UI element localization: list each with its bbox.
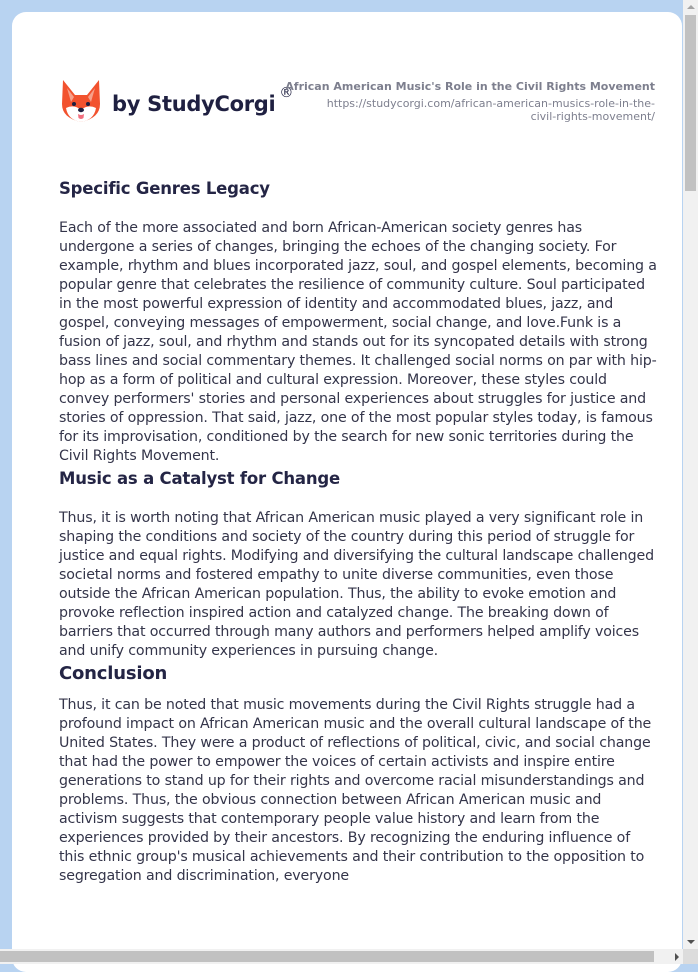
document-meta (275, 80, 655, 123)
page-header (12, 12, 682, 152)
section-heading: Music as a Catalyst for Change (59, 469, 341, 488)
section-music-as-catalyst (59, 468, 659, 661)
corgi-head-icon (60, 78, 102, 124)
document-url-line-2[interactable]: civil-rights-movement/ (530, 110, 655, 123)
scrollbar-corner (683, 949, 698, 964)
section-body: Thus, it can be noted that music movements during the Civil Rights struggle had a profound impact on African American music and the overall cultural landscape of the United States. They were a product of reflections of political, civic, and social change that had the power to empower the voices of certain activists and inspire entire generations to stand up for their rights and overcome racial misunderstandings and problems. Thus, the obvious connection between African American music and activism suggests that contemporary people value history and learn from the experiences provided by their ancestors. By recognizing the enduring influence of this ethnic group's musical achievements and their contribution to the opposition to segregation and discrimination, everyone (59, 697, 652, 884)
horizontal-scrollbar[interactable] (0, 949, 698, 964)
document-url[interactable] (275, 97, 655, 123)
registered-mark: ® (279, 85, 294, 101)
section-body: Each of the more associated and born African-American society genres has undergone a series of changes, bringing the echoes of the changing society. For example, rhythm and blues incorporated jazz, soul, and gospel elements, becoming a popular genre that celebrates the resilience of community culture. Soul participated in the most powerful expression of identity and accommodated blues, jazz, and gospel, conveying messages of empowerment, social change, and love.Funk is a fusion of jazz, soul, and rhythm and stands out for its syncopated details with strong bass lines and social commentary themes. It challenged social norms on par with hip-hop as a form of political and cultural expression. Moreover, these styles could convey performers' stories and personal experiences about struggles for justice and stories of oppression. That said, jazz, one of the most popular styles today, is famous for its improvisation, conditioned by the search for new sonic territories during the Civil Rights Movement. (59, 220, 657, 464)
scroll-down-arrow-icon[interactable] (687, 940, 695, 944)
vertical-scrollbar[interactable] (683, 0, 698, 949)
document-url-line-1[interactable]: https://studycorgi.com/african-american-musics-role-in-the- (326, 97, 655, 110)
document-title: African American Music's Role in the Civil Rights Movement (285, 80, 655, 93)
scroll-up-arrow-icon[interactable] (687, 5, 695, 9)
document-page (12, 12, 682, 972)
horizontal-scrollbar-thumb[interactable] (0, 951, 654, 962)
section-heading: Conclusion (59, 663, 168, 684)
studycorgi-logo[interactable] (60, 76, 310, 126)
section-specific-genres-legacy (59, 178, 659, 466)
scroll-right-arrow-icon[interactable] (675, 953, 679, 961)
section-body: Thus, it is worth noting that African American music played a very significant role in shaping the conditions and society of the country during this period of struggle for justice and equal rights. Modifying and diversifying the cultural landscape challenged societal norms and fostered empathy to unite diverse communities, even those outside the African American population. Thus, the ability to evoke emotion and provoke reflection inspired action and catalyzed change. The breaking down of barriers that occurred through many authors and performers helped amplify voices and unify community experiences in pursuing change. (59, 510, 654, 659)
vertical-scrollbar-thumb[interactable] (685, 15, 696, 191)
section-conclusion (59, 663, 659, 886)
brand-name: by StudyCorgi (112, 92, 276, 116)
document-content (59, 178, 659, 886)
section-heading: Specific Genres Legacy (59, 179, 270, 198)
